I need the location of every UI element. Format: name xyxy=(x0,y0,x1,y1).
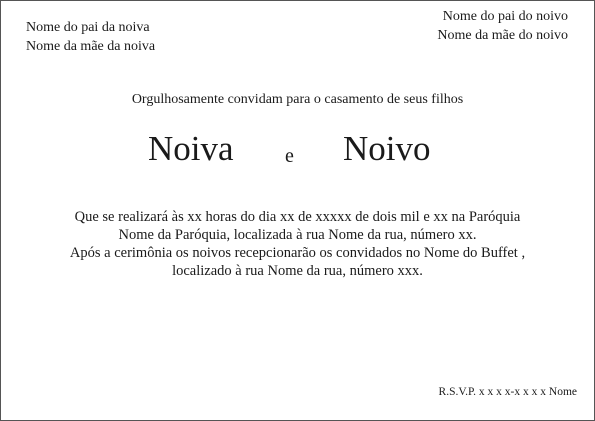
couple-names xyxy=(1,127,594,177)
bride-father-name: Nome do pai da noiva xyxy=(26,20,150,35)
groom-mother-name: Nome da mãe do noivo xyxy=(437,28,568,43)
rsvp-line: R.S.V.P. x x x x-x x x x Nome xyxy=(438,386,577,398)
conjunction: e xyxy=(285,145,294,167)
bride-name: Noiva xyxy=(148,129,234,168)
invitation-intro: Orgulhosamente convidam para o casamento de seus filhos xyxy=(131,92,464,107)
details-line: Que se realizará às xx horas do dia xx de xxxxx de dois mil e xx na Paróquia xyxy=(74,209,521,225)
bride-mother-name: Nome da mãe da noiva xyxy=(26,39,156,54)
groom-father-name: Nome do pai do noivo xyxy=(442,9,568,24)
details-line: Nome da Paróquia, localizada à rua Nome da rua, número xx. xyxy=(118,227,477,243)
groom-name: Noivo xyxy=(343,129,431,168)
groom-parents xyxy=(437,7,568,45)
ceremony-details xyxy=(1,208,594,280)
details-line: Após a cerimônia os noivos recepcionarão os convidados no Nome do Buffet , xyxy=(69,245,526,261)
bride-parents xyxy=(26,18,155,56)
details-line: localizado à rua Nome da rua, número xxx. xyxy=(172,263,423,279)
